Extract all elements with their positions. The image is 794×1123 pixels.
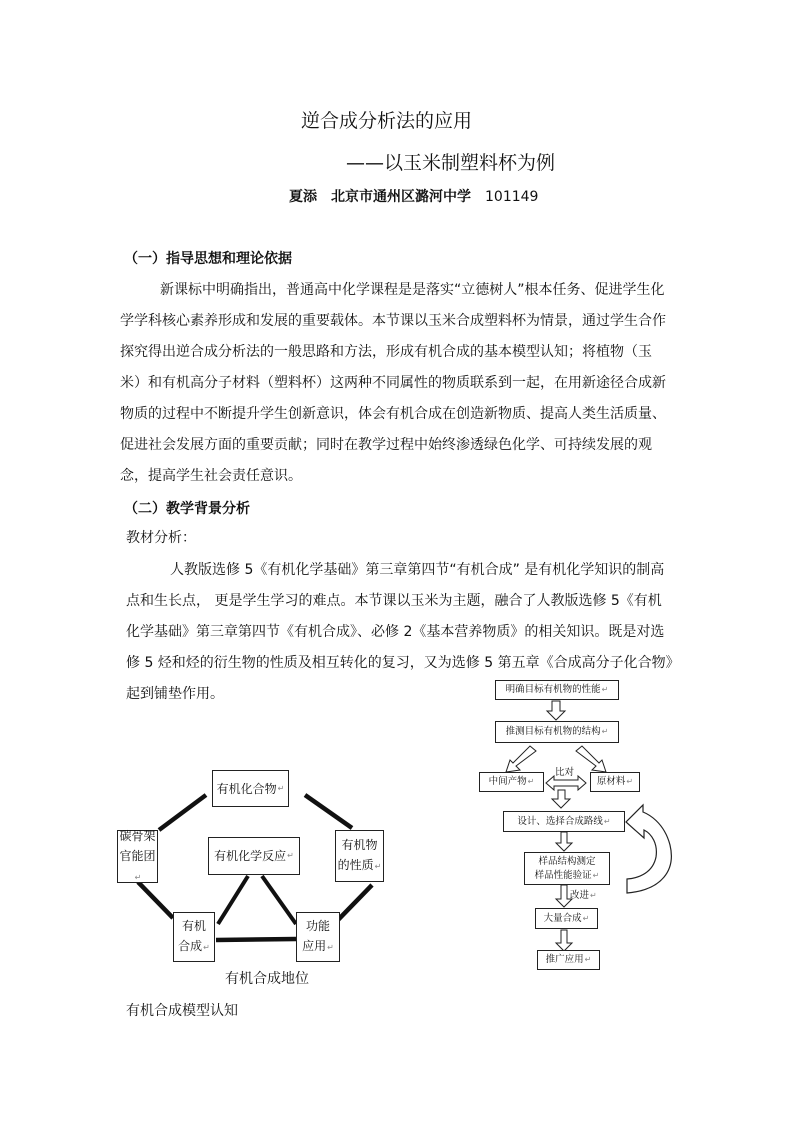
box-function-application: 功能 应用↵	[296, 912, 340, 962]
diagram-caption: 有机合成地位	[225, 971, 309, 987]
arrow-down-1	[547, 701, 565, 720]
flow-step-promote: 推广应用 ↵	[537, 950, 600, 970]
section2-heading: （二）教学背景分析	[124, 501, 250, 517]
section2-subheading: 教材分析：	[126, 530, 196, 546]
section2-line: 点和生长点， 更是学生学习的难点。本节课以玉米为主题，融合了人教版选修 5《有机	[126, 593, 662, 609]
arrow-diag-right	[576, 746, 606, 772]
flow-step-mass: 大量合成 ↵	[535, 908, 598, 929]
section1-line: 新课标中明确指出，普通高中化学课程是是落实“立德树人”根本任务、促进学生化	[160, 282, 665, 298]
flow-step-route: 设计、选择合成路线 ↵	[503, 811, 625, 832]
arrow-feedback	[626, 805, 671, 893]
model-caption: 有机合成模型认知	[126, 1003, 238, 1019]
arrow-down-5	[556, 930, 572, 951]
section2-line: 修 5 烃和烃的衍生物的性质及相互转化的复习，又为选修 5 第五章《合成高分子化合物》	[126, 655, 680, 671]
flow-compare-label: 比对	[555, 767, 575, 778]
flow-intermediate: 中间产物 ↵	[479, 772, 544, 792]
section1-line: 学学科核心素养形成和发展的重要载体。本节课以玉米合成塑料杯为情景，通过学生合作	[120, 313, 666, 329]
section1-heading: （一）指导思想和理论依据	[124, 251, 292, 267]
section2-line: 人教版选修 5《有机化学基础》第三章第四节“有机合成” 是有机化学知识的制高	[170, 562, 665, 578]
flow-raw-material: 原材料 ↵	[590, 772, 640, 792]
arrow-compare	[546, 776, 586, 790]
section1-line: 物质的过程中不断提升学生创新意识，体会有机合成在创造新物质、提高人类生活质量、	[120, 406, 666, 422]
section1-line: 促进社会发展方面的重要贡献；同时在教学过程中始终渗透绿色化学、可持续发展的观	[120, 437, 652, 453]
box-organic-compound: 有机化合物 ↵	[212, 770, 289, 807]
section1-line: 念，提高学生社会责任意识。	[120, 468, 302, 484]
section2-line: 化学基础》第三章第四节《有机合成》、必修 2《基本营养物质》的相关知识。既是对选	[126, 624, 665, 640]
arrow-diag-left	[506, 746, 536, 772]
page-subtitle: ——以玉米制塑料杯为例	[346, 152, 556, 174]
arrow-down-3	[556, 832, 572, 851]
section1-line: 米）和有机高分子材料（塑料杯）这两种不同属性的物质联系到一起，在用新途径合成新	[120, 375, 666, 391]
arrow-down-2	[552, 790, 570, 808]
box-organic-reaction: 有机化学反应 ↵	[208, 837, 300, 875]
flow-step-structure: 推测目标有机物的结构 ↵	[495, 721, 619, 743]
section1-line: 探究得出逆合成分析法的一般思路和方法，形成有机合成的基本模型认知；将植物（玉	[120, 344, 652, 360]
box-carbon-skeleton: 碳骨架 官能团↵	[117, 830, 158, 883]
author-name-school: 夏添 北京市通州区潞河中学	[289, 189, 471, 205]
box-organic-synthesis: 有机 合成↵	[173, 912, 215, 962]
flow-step-performance: 明确目标有机物的性能 ↵	[495, 680, 619, 700]
page-title: 逆合成分析法的应用	[301, 110, 473, 132]
flow-step-testing: 样品结构测定 样品性能验证↵	[524, 852, 610, 885]
flow-improve-label: 改进↵	[570, 890, 597, 901]
postal-code: 101149	[485, 189, 539, 205]
section2-line: 起到铺垫作用。	[126, 686, 224, 702]
box-organic-properties: 有机物 的性质↵	[335, 830, 384, 882]
